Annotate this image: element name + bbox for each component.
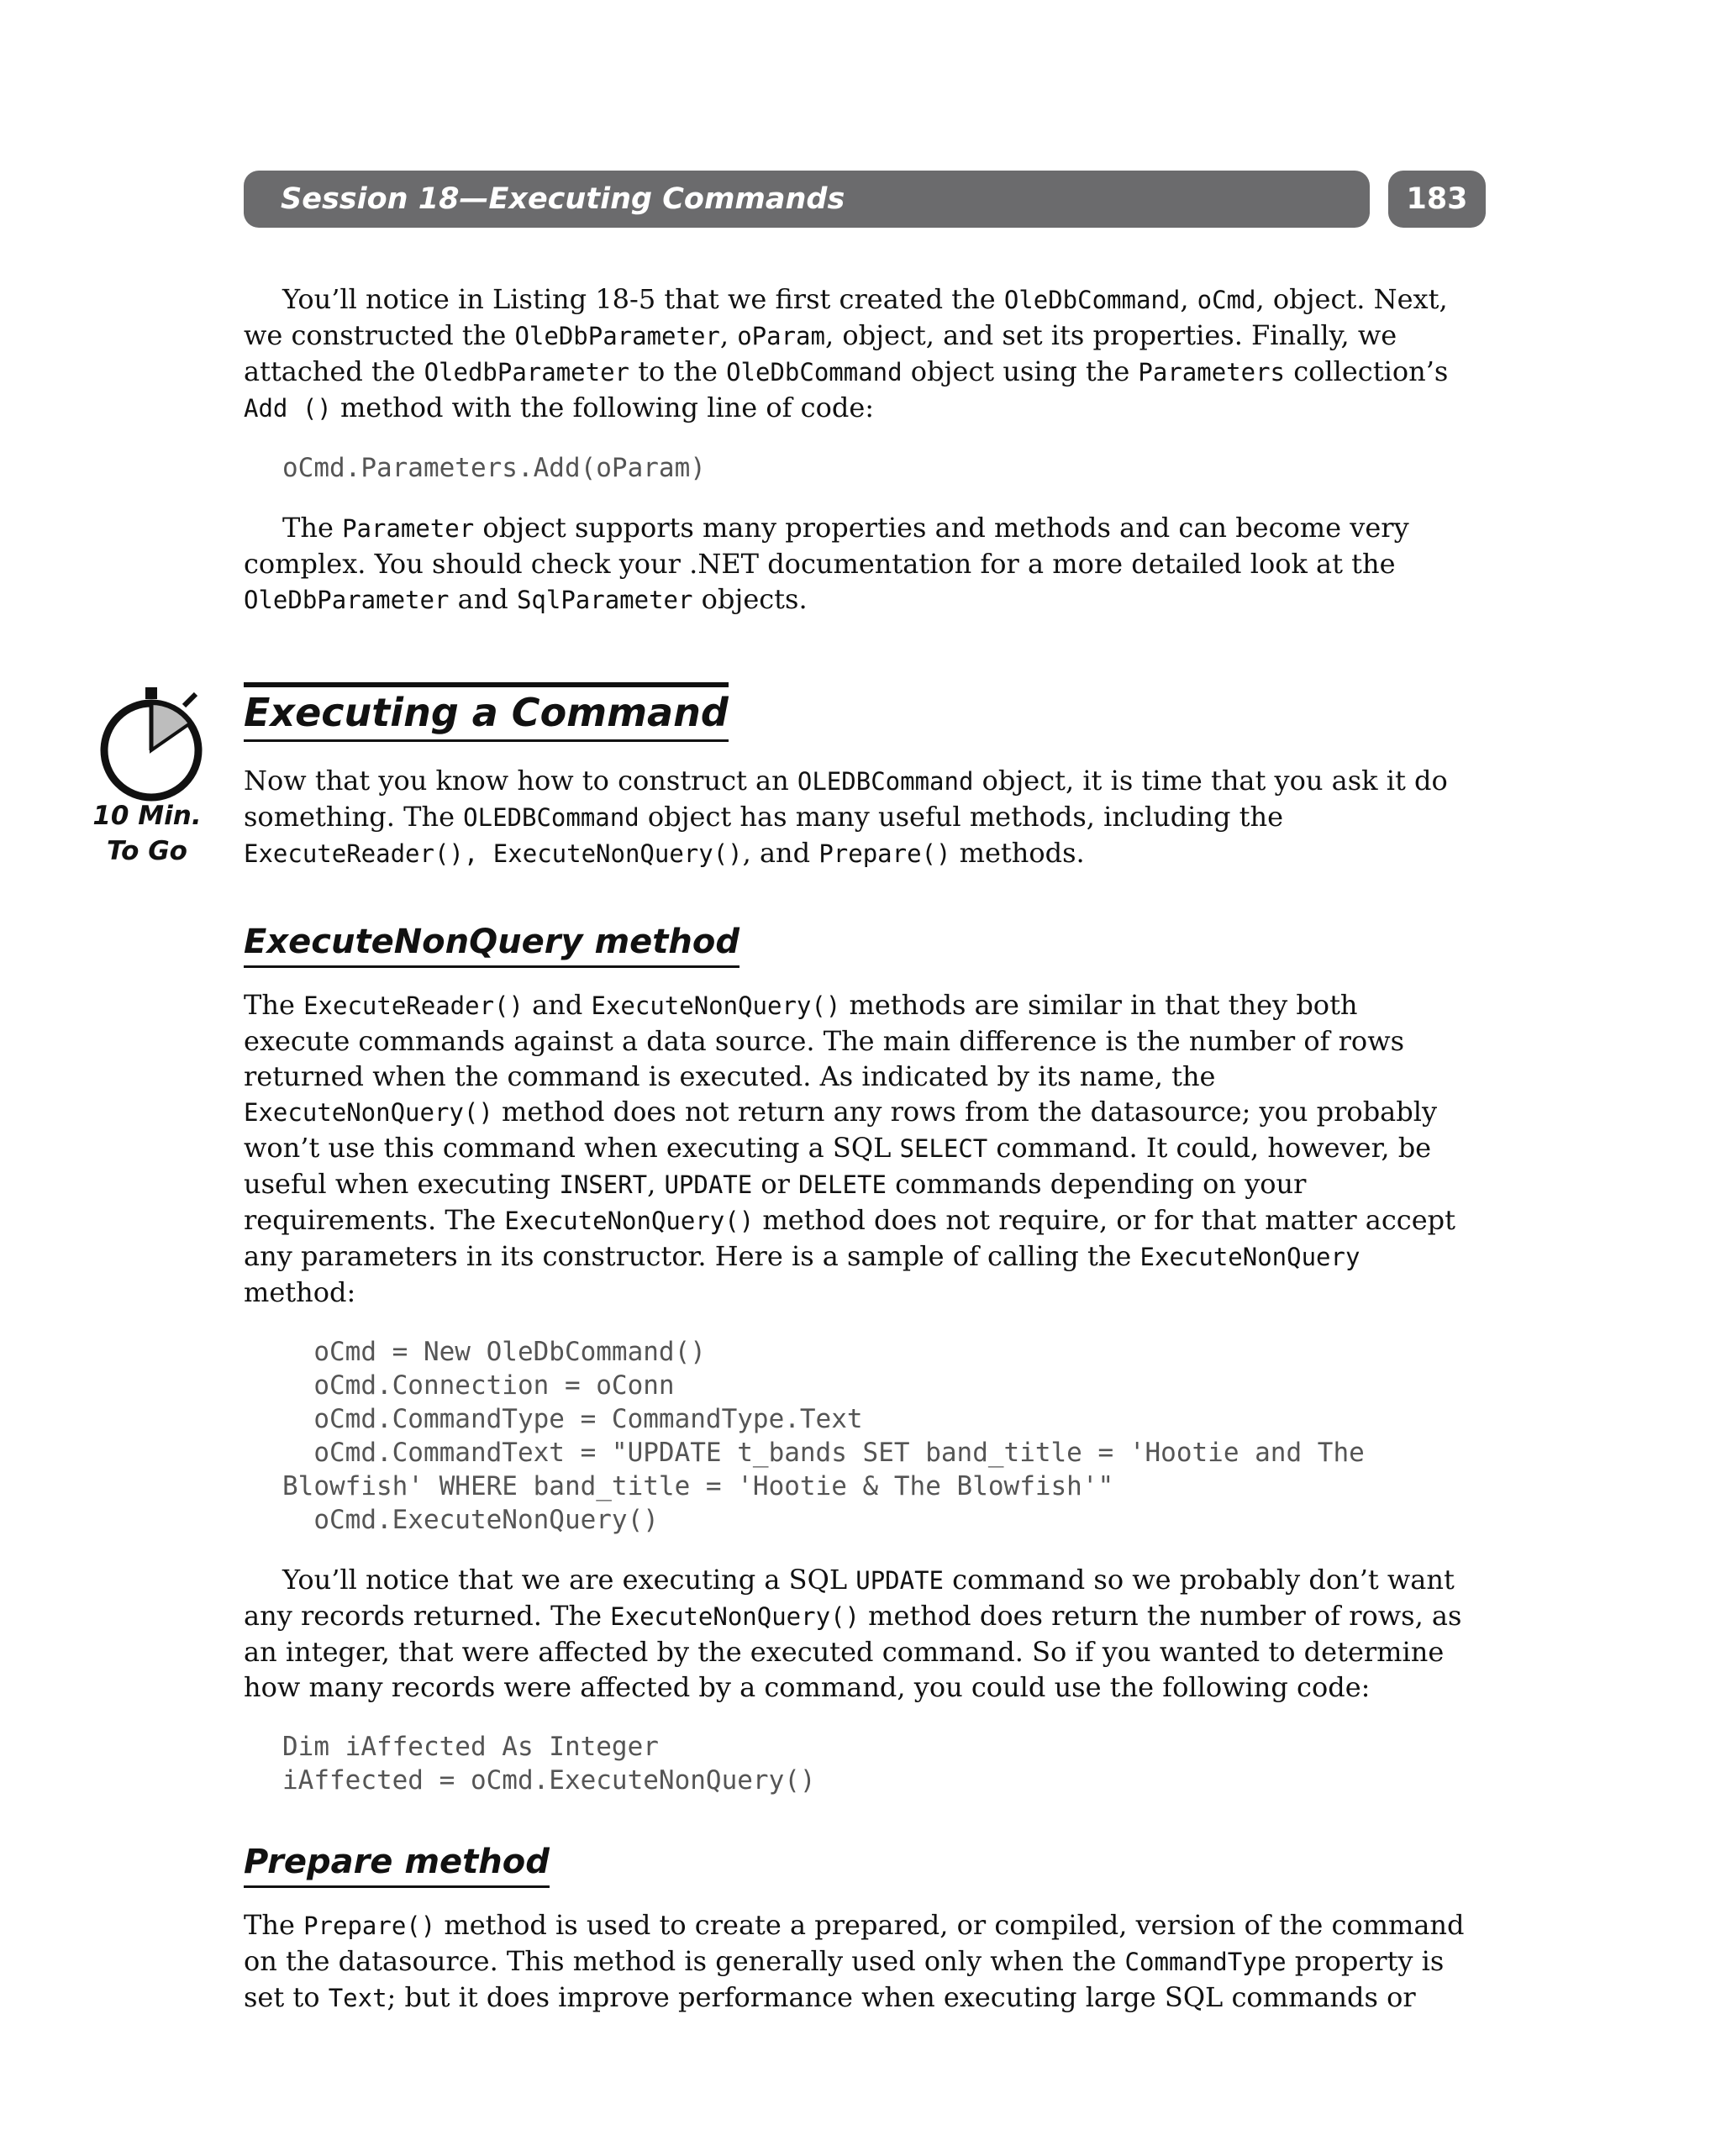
subsection-heading-executenonquery: ExecuteNonQuery method xyxy=(244,920,739,968)
stopwatch-icon xyxy=(97,687,206,805)
executenonquery-paragraph-1: The ExecuteReader() and ExecuteNonQuery() methods are similar in that they both execute commands against a data source. The main difference is the number of rows returned when the command is executed. As indicated by its name, the ExecuteNonQuery() method does not return any rows from the datasource; you probably won’t use this command when executing a SQL SELECT command. It could, however, be useful when executing INSERT, UPDATE or DELETE commands depending on your requirements. The ExecuteNonQuery() method does not require, or for that matter accept any parameters in its constructor. Here is a sample of calling the ExecuteNonQuery method: xyxy=(244,989,1455,1308)
executenonquery-paragraph-2: You’ll notice that we are executing a SQL UPDATE command so we probably don’t want any records returned. The ExecuteNonQuery() method does return the number of rows, as an integer, that were affected by the executed command. So if you wanted to determine how many records were affected by a command, you could use the following code: xyxy=(244,1564,1462,1703)
code-snippet-affected-rows: Dim iAffected As Integer iAffected = oCmd.ExecuteNonQuery() xyxy=(282,1732,816,1796)
subsection-heading-prepare: Prepare method xyxy=(244,1840,550,1888)
subsection1-body xyxy=(244,987,1471,1797)
running-header xyxy=(244,171,1370,228)
intro-paragraph-2: The Parameter object supports many properties and methods and can become very complex. You should check your .NET documentation for a more detailed look at the OleDbParameter and SqlParameter objects. xyxy=(244,512,1409,615)
session-title: Session 18—Executing Commands xyxy=(281,182,845,216)
code-snippet-executenonquery: oCmd = New OleDbCommand() oCmd.Connection = oConn oCmd.CommandType = CommandType.Text oCmd.CommandText = "UPDATE t_bands SET band_title = 'Hootie and The Blowfish' WHERE band_title = 'Hootie & The Blowfish'" oCmd.ExecuteNonQuery() xyxy=(282,1337,1365,1535)
page-number: 183 xyxy=(1388,171,1486,228)
section1-paragraph: Now that you know how to construct an OLEDBCommand object, it is time that you ask it do something. The OLEDBCommand object has many useful methods, including the ExecuteReader(), ExecuteNonQuery(), and Prepare() methods. xyxy=(244,765,1448,869)
intro-block xyxy=(244,281,1471,618)
subsection2-body xyxy=(244,1907,1471,2016)
time-remaining-label: 10 Min. To Go xyxy=(92,801,202,866)
section-heading: Executing a Command xyxy=(244,682,729,742)
section1-body xyxy=(244,763,1471,871)
intro-paragraph-1: You’ll notice in Listing 18-5 that we first created the OleDbCommand, oCmd, object. Next, we constructed the OleDbParameter, oParam, object, and set its properties. Finally, we attached the OledbParameter to the OleDbCommand object using the Parameters collection’s Add () method with the following line of code: xyxy=(244,283,1449,423)
code-snippet-add-param: oCmd.Parameters.Add(oParam) xyxy=(282,453,706,483)
prepare-paragraph: The Prepare() method is used to create a prepared, or compiled, version of the command on the datasource. This method is generally used only when the CommandType property is set to Text; but it does improve performance when executing large SQL commands or xyxy=(244,1909,1465,2013)
